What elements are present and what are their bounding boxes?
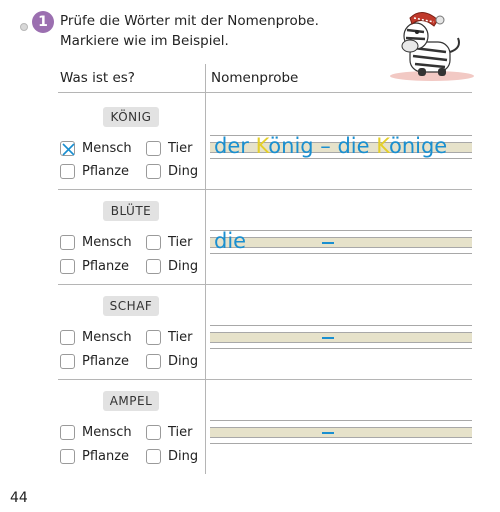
checkbox-ding-schaf[interactable] [146, 354, 161, 369]
label-mensch: Mensch [82, 141, 132, 156]
dash-ampel [322, 432, 334, 434]
row-divider [58, 284, 472, 285]
answer-text-koenig: der König – die Könige [214, 134, 448, 158]
label-tier: Tier [168, 235, 193, 250]
checkbox-pflanze-koenig[interactable] [60, 164, 75, 179]
checkbox-ding-bluete[interactable] [146, 259, 161, 274]
label-pflanze: Pflanze [82, 164, 130, 179]
task-bullet-icon [20, 23, 28, 31]
word-box-schaf: SCHAF [103, 296, 159, 316]
label-ding: Ding [168, 449, 199, 464]
label-mensch: Mensch [82, 330, 132, 345]
label-pflanze: Pflanze [82, 259, 130, 274]
label-tier: Tier [168, 330, 193, 345]
label-pflanze: Pflanze [82, 449, 130, 464]
label-mensch: Mensch [82, 235, 132, 250]
column-header-nomenprobe: Nomenprobe [211, 70, 299, 86]
checkbox-mensch-koenig[interactable] [60, 141, 75, 156]
instruction-line-2: Markiere wie im Beispiel. [60, 33, 229, 49]
checkbox-mensch-schaf[interactable] [60, 330, 75, 345]
label-tier: Tier [168, 141, 193, 156]
prefill-text-bluete: die [214, 229, 247, 253]
column-divider [205, 64, 206, 474]
checkbox-tier-schaf[interactable] [146, 330, 161, 345]
word-box-ampel: AMPEL [103, 391, 159, 411]
zebra-mascot-icon [382, 8, 480, 82]
row-divider [58, 379, 472, 380]
checkbox-tier-koenig[interactable] [146, 141, 161, 156]
page-number: 44 [10, 490, 28, 506]
checkbox-ding-koenig[interactable] [146, 164, 161, 179]
label-tier: Tier [168, 425, 193, 440]
checkbox-mensch-ampel[interactable] [60, 425, 75, 440]
label-ding: Ding [168, 354, 199, 369]
column-header-what: Was ist es? [60, 70, 135, 86]
checkbox-pflanze-schaf[interactable] [60, 354, 75, 369]
checkbox-ding-ampel[interactable] [146, 449, 161, 464]
instruction-line-1: Prüfe die Wörter mit der Nomenprobe. [60, 13, 319, 29]
word-box-koenig: KÖNIG [103, 107, 159, 127]
writing-line-ampel[interactable] [210, 422, 472, 444]
writing-line-bluete[interactable] [210, 232, 472, 254]
label-pflanze: Pflanze [82, 354, 130, 369]
checkbox-pflanze-ampel[interactable] [60, 449, 75, 464]
checkbox-mensch-bluete[interactable] [60, 235, 75, 250]
dash-schaf [322, 337, 334, 339]
dash-bluete [322, 242, 334, 244]
label-ding: Ding [168, 164, 199, 179]
checkbox-tier-bluete[interactable] [146, 235, 161, 250]
row-divider [58, 189, 472, 190]
x-mark-icon [60, 141, 77, 158]
task-number-badge: 1 [32, 11, 54, 33]
writing-line-schaf[interactable] [210, 327, 472, 349]
word-box-bluete: BLÜTE [103, 201, 159, 221]
checkbox-tier-ampel[interactable] [146, 425, 161, 440]
header-divider [58, 92, 472, 93]
label-mensch: Mensch [82, 425, 132, 440]
label-ding: Ding [168, 259, 199, 274]
checkbox-pflanze-bluete[interactable] [60, 259, 75, 274]
